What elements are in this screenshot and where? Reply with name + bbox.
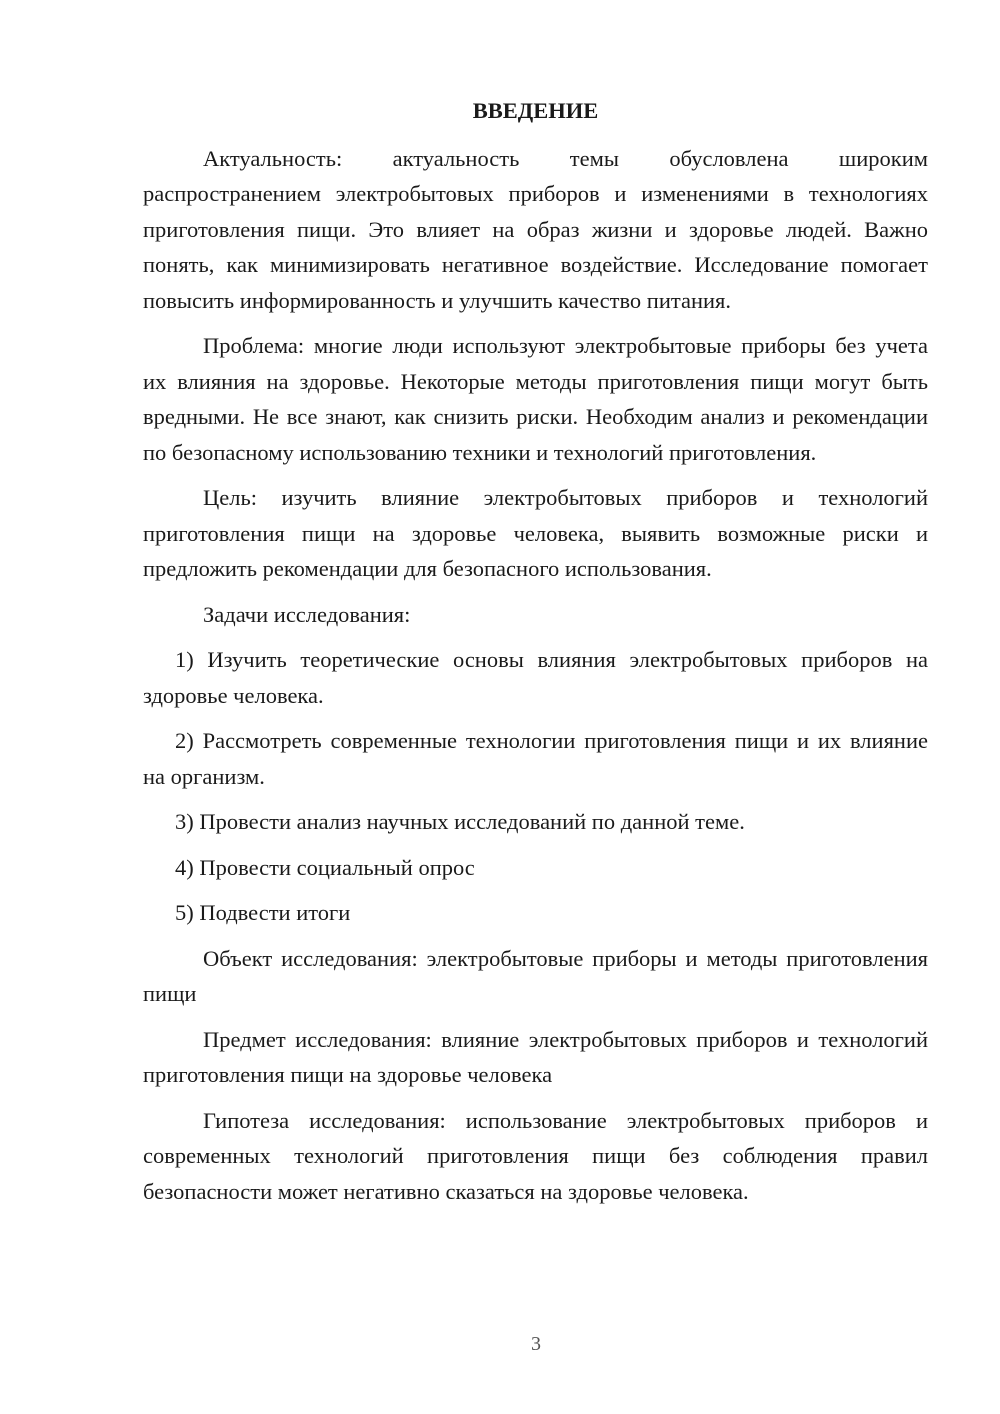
task-item: 5) Подвести итоги <box>175 900 351 925</box>
paragraph-relevance: Актуальность: актуальность темы обусловлена широким распространением электробытовых приборов и изменениями в технологиях приготовления пищи. Это влияет на образ жизни и здоровье людей. Важно понять, как минимизировать негативное воздействие. Исследование помогает повысить информированность и улучшить качество питания. <box>143 145 928 313</box>
paragraph-object: Объект исследования: электробытовые приборы и методы приготовления пищи <box>143 945 928 1006</box>
page-number: 3 <box>531 1333 541 1355</box>
paragraph-goal: Цель: изучить влияние электробытовых приборов и технологий приготовления пищи на здоровье человека, выявить возможные риски и предложить рекомендации для безопасного использования. <box>143 485 928 581</box>
task-item: 1) Изучить теоретические основы влияния электробытовых приборов на здоровье человека. <box>143 647 928 708</box>
paragraph-subject: Предмет исследования: влияние электробытовых приборов и технологий приготовления пищи на здоровье человека <box>143 1026 928 1087</box>
paragraph-problem: Проблема: многие люди используют электробытовые приборы без учета их влияния на здоровье. Некоторые методы приготовления пищи могут быть вредными. Не все знают, как снизить риски. Необходим анализ и рекомендации по безопасному использованию техники и технологий приготовления. <box>143 333 928 465</box>
tasks-heading: Задачи исследования: <box>203 601 411 627</box>
task-item: 3) Провести анализ научных исследований по данной теме. <box>175 809 745 834</box>
task-item: 4) Провести социальный опрос <box>175 854 475 880</box>
paragraph-hypothesis: Гипотеза исследования: использование электробытовых приборов и современных технологий приготовления пищи без соблюдения правил безопасности может негативно сказаться на здоровье человека. <box>143 1107 928 1204</box>
task-item: 2) Рассмотреть современные технологии приготовления пищи и их влияние на организм. <box>143 728 928 789</box>
section-title: ВВЕДЕНИЕ <box>472 98 599 123</box>
document-page <box>143 93 928 1219</box>
